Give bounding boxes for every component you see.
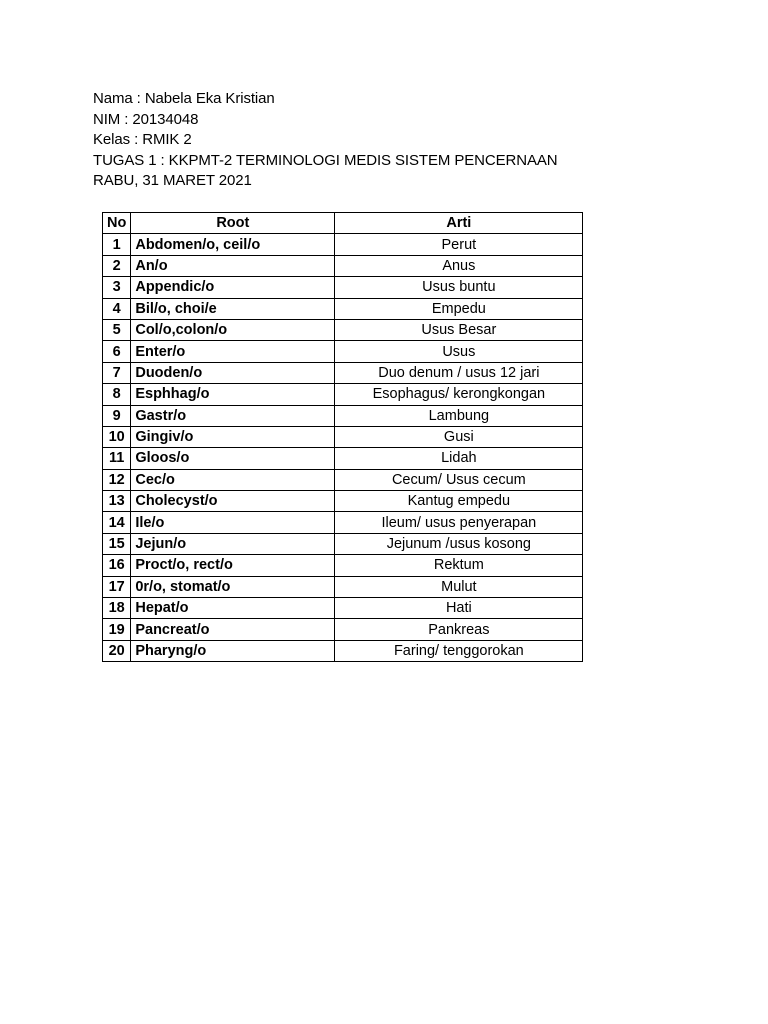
row-number: 10 — [103, 426, 131, 447]
row-number: 11 — [103, 448, 131, 469]
column-header-no: No — [103, 213, 131, 234]
table-row — [103, 255, 583, 276]
table-row — [103, 555, 583, 576]
table-header-row — [103, 213, 583, 234]
table-row — [103, 512, 583, 533]
meaning: Hati — [335, 598, 583, 619]
table-row — [103, 640, 583, 661]
root-term: Pancreat/o — [131, 619, 335, 640]
meaning: Pankreas — [335, 619, 583, 640]
root-term: Jejun/o — [131, 533, 335, 554]
row-number: 9 — [103, 405, 131, 426]
student-id: NIM : 20134048 — [93, 110, 199, 128]
root-term: Abdomen/o, ceil/o — [131, 234, 335, 255]
meaning: Empedu — [335, 298, 583, 319]
row-number: 8 — [103, 384, 131, 405]
row-number: 17 — [103, 576, 131, 597]
root-term: Col/o,colon/o — [131, 319, 335, 340]
root-term: Ile/o — [131, 512, 335, 533]
root-term: Cec/o — [131, 469, 335, 490]
table-row — [103, 384, 583, 405]
table-row — [103, 341, 583, 362]
meaning: Ileum/ usus penyerapan — [335, 512, 583, 533]
root-term: Gloos/o — [131, 448, 335, 469]
meaning: Perut — [335, 234, 583, 255]
row-number: 7 — [103, 362, 131, 383]
table-row — [103, 598, 583, 619]
meaning: Mulut — [335, 576, 583, 597]
meaning: Lidah — [335, 448, 583, 469]
root-term: Pharyng/o — [131, 640, 335, 661]
row-number: 5 — [103, 319, 131, 340]
table-row — [103, 405, 583, 426]
row-number: 13 — [103, 491, 131, 512]
row-number: 19 — [103, 619, 131, 640]
table-row — [103, 491, 583, 512]
student-name: Nama : Nabela Eka Kristian — [93, 90, 275, 107]
assignment-title: TUGAS 1 : KKPMT-2 TERMINOLOGI MEDIS SISTEM PENCERNAAN — [93, 151, 558, 169]
document-header — [93, 89, 558, 192]
meaning: Jejunum /usus kosong — [335, 533, 583, 554]
meaning: Faring/ tenggorokan — [335, 640, 583, 661]
column-header-root: Root — [131, 213, 335, 234]
meaning: Anus — [335, 255, 583, 276]
row-number: 14 — [103, 512, 131, 533]
table-row — [103, 319, 583, 340]
root-term: An/o — [131, 255, 335, 276]
row-number: 1 — [103, 234, 131, 255]
row-number: 15 — [103, 533, 131, 554]
row-number: 20 — [103, 640, 131, 661]
root-term: Proct/o, rect/o — [131, 555, 335, 576]
meaning: Rektum — [335, 555, 583, 576]
meaning: Lambung — [335, 405, 583, 426]
table-row — [103, 576, 583, 597]
row-number: 16 — [103, 555, 131, 576]
root-term: Enter/o — [131, 341, 335, 362]
class-name: Kelas : RMIK 2 — [93, 131, 192, 148]
meaning: Esophagus/ kerongkongan — [335, 384, 583, 405]
meaning: Cecum/ Usus cecum — [335, 469, 583, 490]
root-term: Hepat/o — [131, 598, 335, 619]
meaning: Usus — [335, 341, 583, 362]
root-term: Esphhag/o — [131, 384, 335, 405]
assignment-date: RABU, 31 MARET 2021 — [93, 172, 252, 189]
meaning: Usus buntu — [335, 277, 583, 298]
table-row — [103, 533, 583, 554]
meaning: Usus Besar — [335, 319, 583, 340]
root-term: Gastr/o — [131, 405, 335, 426]
row-number: 2 — [103, 255, 131, 276]
root-term: Cholecyst/o — [131, 491, 335, 512]
table-row — [103, 426, 583, 447]
table-row — [103, 277, 583, 298]
root-term: Gingiv/o — [131, 426, 335, 447]
table-body — [103, 234, 583, 662]
meaning: Gusi — [335, 426, 583, 447]
root-term: 0r/o, stomat/o — [131, 576, 335, 597]
row-number: 4 — [103, 298, 131, 319]
row-number: 3 — [103, 277, 131, 298]
root-term: Bil/o, choi/e — [131, 298, 335, 319]
root-term: Duoden/o — [131, 362, 335, 383]
meaning: Kantug empedu — [335, 491, 583, 512]
table-row — [103, 298, 583, 319]
terminology-table — [102, 212, 583, 662]
meaning: Duo denum / usus 12 jari — [335, 362, 583, 383]
row-number: 12 — [103, 469, 131, 490]
root-term: Appendic/o — [131, 277, 335, 298]
table-row — [103, 362, 583, 383]
column-header-arti: Arti — [335, 213, 583, 234]
table-row — [103, 234, 583, 255]
row-number: 18 — [103, 598, 131, 619]
row-number: 6 — [103, 341, 131, 362]
table-row — [103, 448, 583, 469]
table-row — [103, 469, 583, 490]
table-row — [103, 619, 583, 640]
